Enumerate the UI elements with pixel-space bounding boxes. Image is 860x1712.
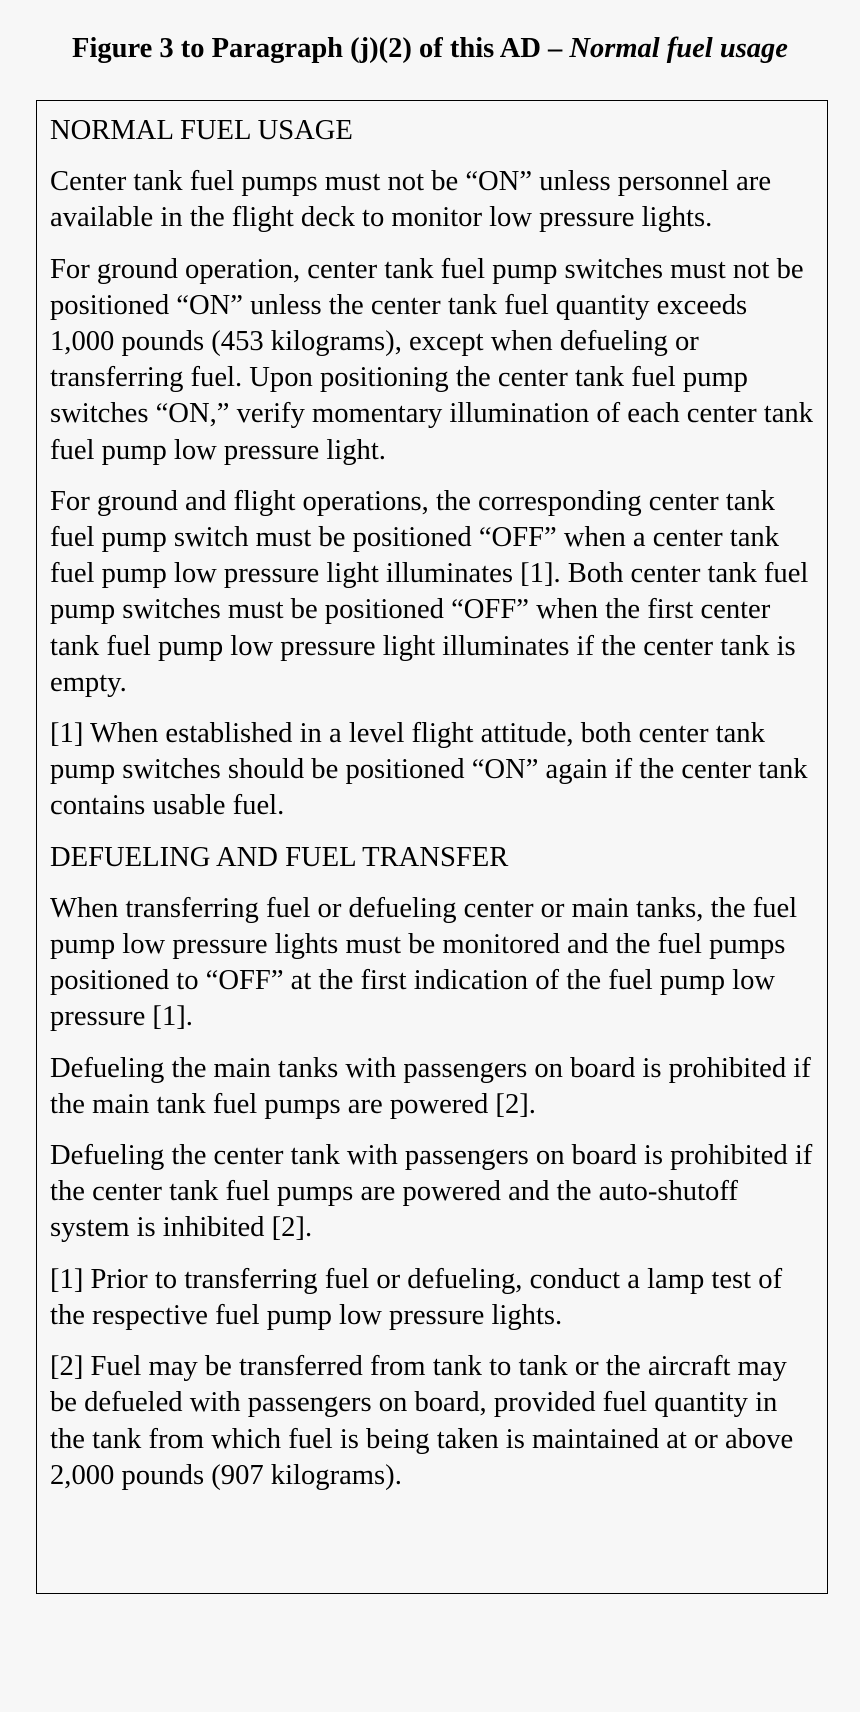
defuel-paragraph: Defueling the main tanks with passengers on board is prohibited if the main tank fuel pumps are powered [2]. [50, 1052, 811, 1120]
defueling-heading: DEFUELING AND FUEL TRANSFER [50, 841, 509, 873]
normal-paragraph: For ground and flight operations, the corresponding center tank fuel pump switch must be positioned “OFF” when a center tank fuel pump low pressure light illuminates [1]. Both center tank fuel pump switches must be positioned “OFF” when the first center tank fuel pump low pressure light illuminates if the center tank is empty. [50, 485, 809, 698]
normal-footnote: [1] When established in a level flight attitude, both center tank pump switches should be positioned “ON” again if the center tank contains usable fuel. [50, 718, 808, 822]
figure-title-italic: Normal fuel usage [569, 33, 788, 64]
figure-title-prefix: Figure 3 to Paragraph (j)(2) of this AD – [72, 33, 570, 64]
figure-title [0, 30, 860, 68]
defuel-paragraph: When transferring fuel or defueling center or main tanks, the fuel pump low pressure lights must be monitored and the fuel pumps positioned to “OFF” at the first indication of the fuel pump low pressure [1]. [50, 892, 798, 1033]
normal-fuel-usage-heading: NORMAL FUEL USAGE [50, 115, 353, 146]
normal-paragraph: For ground operation, center tank fuel pump switches must not be positioned “ON” unless the center tank fuel quantity exceeds 1,000 pounds (453 kilograms), except when defueling or transferring fuel. Upon positioning the center tank fuel pump switches “ON,” verify momentary illumination of each center tank fuel pump low pressure light. [50, 253, 814, 466]
normal-paragraph: Center tank fuel pumps must not be “ON” unless personnel are available in the flight deck to monitor low pressure lights. [50, 166, 772, 234]
fuel-usage-box [36, 100, 828, 1594]
defuel-footnote: [1] Prior to transferring fuel or defueling, conduct a lamp test of the respective fuel pump low pressure lights. [50, 1263, 783, 1331]
defuel-paragraph: Defueling the center tank with passengers on board is prohibited if the center tank fuel pumps are powered and the auto-shutoff system is inhibited [2]. [50, 1140, 813, 1244]
defuel-footnote: [2] Fuel may be transferred from tank to tank or the aircraft may be defueled with passengers on board, provided fuel quantity in the tank from which fuel is being taken is maintained at or above 2,000 pounds (907 kilograms). [50, 1351, 794, 1491]
